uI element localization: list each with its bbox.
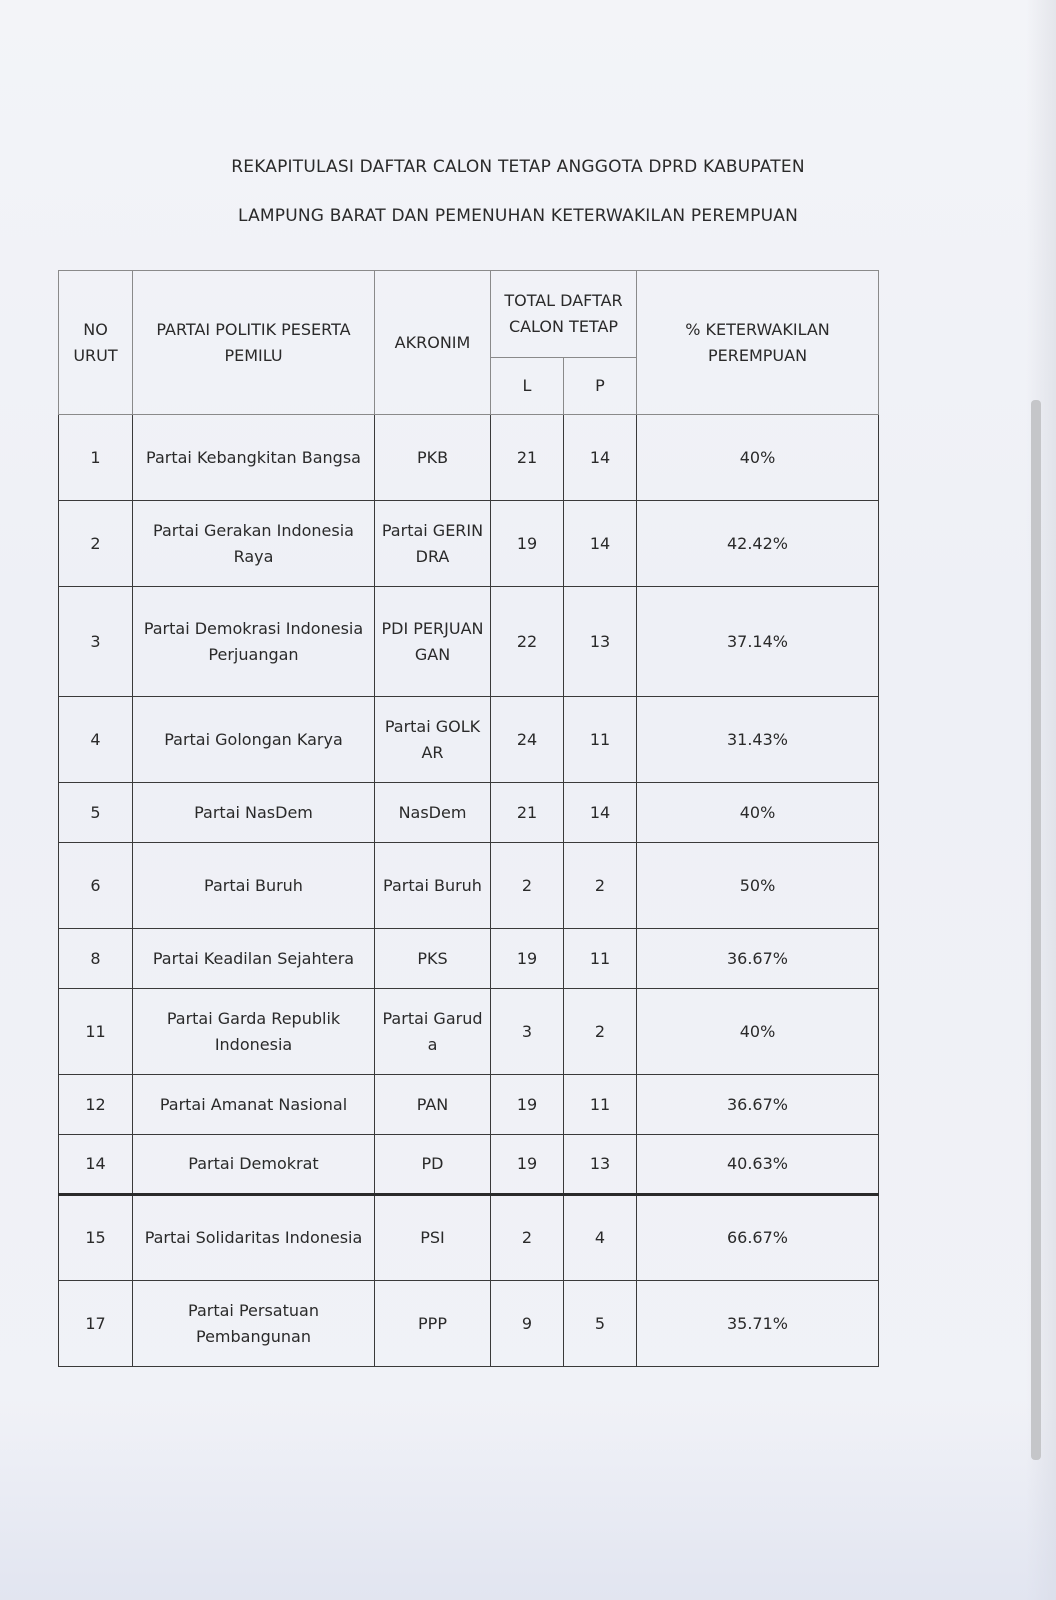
table-header: [59, 271, 879, 415]
cell-l: 9: [491, 1281, 564, 1367]
cell-p: 11: [564, 697, 637, 783]
cell-persen: 31.43%: [637, 697, 879, 783]
cell-l: 19: [491, 1135, 564, 1195]
cell-l: 19: [491, 1075, 564, 1135]
bottom-shadow: [0, 1400, 1056, 1600]
cell-p: 13: [564, 587, 637, 697]
document-title-line-1: REKAPITULASI DAFTAR CALON TETAP ANGGOTA DPRD KABUPATEN: [231, 157, 805, 177]
cell-no-urut: 14: [59, 1135, 133, 1195]
cell-akronim: Partai GERINDRA: [375, 501, 491, 587]
cell-partai: Partai Solidaritas Indonesia: [133, 1195, 375, 1281]
cell-partai: Partai Gerakan Indonesia Raya: [133, 501, 375, 587]
cell-p: 11: [564, 929, 637, 989]
cell-akronim: Partai GOLKAR: [375, 697, 491, 783]
cell-no-urut: 11: [59, 989, 133, 1075]
header-partai: PARTAI POLITIK PESERTA PEMILU: [133, 271, 375, 415]
cell-partai: Partai Persatuan Pembangunan: [133, 1281, 375, 1367]
cell-akronim: PAN: [375, 1075, 491, 1135]
cell-no-urut: 4: [59, 697, 133, 783]
cell-l: 21: [491, 783, 564, 843]
table-body: [59, 415, 879, 1367]
cell-partai: Partai Keadilan Sejahtera: [133, 929, 375, 989]
table-row: [59, 587, 879, 697]
table-row: [59, 1135, 879, 1195]
cell-no-urut: 2: [59, 501, 133, 587]
cell-persen: 36.67%: [637, 929, 879, 989]
cell-persen: 35.71%: [637, 1281, 879, 1367]
cell-l: 22: [491, 587, 564, 697]
cell-p: 4: [564, 1195, 637, 1281]
cell-l: 24: [491, 697, 564, 783]
cell-l: 19: [491, 501, 564, 587]
cell-persen: 40.63%: [637, 1135, 879, 1195]
cell-persen: 66.67%: [637, 1195, 879, 1281]
cell-no-urut: 5: [59, 783, 133, 843]
table-row: [59, 501, 879, 587]
cell-partai: Partai Demokrat: [133, 1135, 375, 1195]
cell-partai: Partai NasDem: [133, 783, 375, 843]
cell-no-urut: 3: [59, 587, 133, 697]
table-row: [59, 783, 879, 843]
cell-partai: Partai Kebangkitan Bangsa: [133, 415, 375, 501]
recap-table: [58, 270, 879, 1367]
cell-p: 13: [564, 1135, 637, 1195]
header-p: P: [564, 358, 637, 415]
table-row: [59, 843, 879, 929]
table-row: [59, 415, 879, 501]
cell-l: 2: [491, 843, 564, 929]
cell-p: 14: [564, 415, 637, 501]
cell-no-urut: 1: [59, 415, 133, 501]
cell-partai: Partai Amanat Nasional: [133, 1075, 375, 1135]
cell-l: 3: [491, 989, 564, 1075]
cell-p: 14: [564, 501, 637, 587]
cell-l: 21: [491, 415, 564, 501]
cell-no-urut: 8: [59, 929, 133, 989]
table-row: [59, 929, 879, 989]
cell-p: 11: [564, 1075, 637, 1135]
cell-p: 2: [564, 843, 637, 929]
document-title-line-2: LAMPUNG BARAT DAN PEMENUHAN KETERWAKILAN PEREMPUAN: [238, 206, 798, 226]
table-row: [59, 697, 879, 783]
cell-akronim: Partai Buruh: [375, 843, 491, 929]
cell-akronim: NasDem: [375, 783, 491, 843]
table-row: [59, 989, 879, 1075]
header-persen-perempuan: % KETERWAKILAN PEREMPUAN: [637, 271, 879, 415]
cell-persen: 42.42%: [637, 501, 879, 587]
cell-no-urut: 17: [59, 1281, 133, 1367]
cell-partai: Partai Demokrasi Indonesia Perjuangan: [133, 587, 375, 697]
cell-p: 14: [564, 783, 637, 843]
cell-akronim: PD: [375, 1135, 491, 1195]
table-row: [59, 1281, 879, 1367]
header-total-daftar: TOTAL DAFTAR CALON TETAP: [491, 271, 637, 358]
header-no-urut: NO URUT: [59, 271, 133, 415]
header-l: L: [491, 358, 564, 415]
cell-akronim: PKB: [375, 415, 491, 501]
cell-akronim: PKS: [375, 929, 491, 989]
cell-persen: 40%: [637, 783, 879, 843]
cell-akronim: PDI PERJUANGAN: [375, 587, 491, 697]
cell-persen: 50%: [637, 843, 879, 929]
cell-partai: Partai Buruh: [133, 843, 375, 929]
header-akronim: AKRONIM: [375, 271, 491, 415]
cell-partai: Partai Golongan Karya: [133, 697, 375, 783]
table-row: [59, 1075, 879, 1135]
cell-no-urut: 12: [59, 1075, 133, 1135]
cell-l: 19: [491, 929, 564, 989]
table-row: [59, 1195, 879, 1281]
cell-persen: 40%: [637, 415, 879, 501]
cell-akronim: Partai Garuda: [375, 989, 491, 1075]
cell-no-urut: 15: [59, 1195, 133, 1281]
cell-partai: Partai Garda Republik Indonesia: [133, 989, 375, 1075]
scrollbar[interactable]: [1031, 400, 1041, 1460]
cell-persen: 37.14%: [637, 587, 879, 697]
cell-akronim: PSI: [375, 1195, 491, 1281]
cell-persen: 36.67%: [637, 1075, 879, 1135]
cell-akronim: PPP: [375, 1281, 491, 1367]
cell-p: 2: [564, 989, 637, 1075]
cell-l: 2: [491, 1195, 564, 1281]
cell-persen: 40%: [637, 989, 879, 1075]
cell-no-urut: 6: [59, 843, 133, 929]
cell-p: 5: [564, 1281, 637, 1367]
